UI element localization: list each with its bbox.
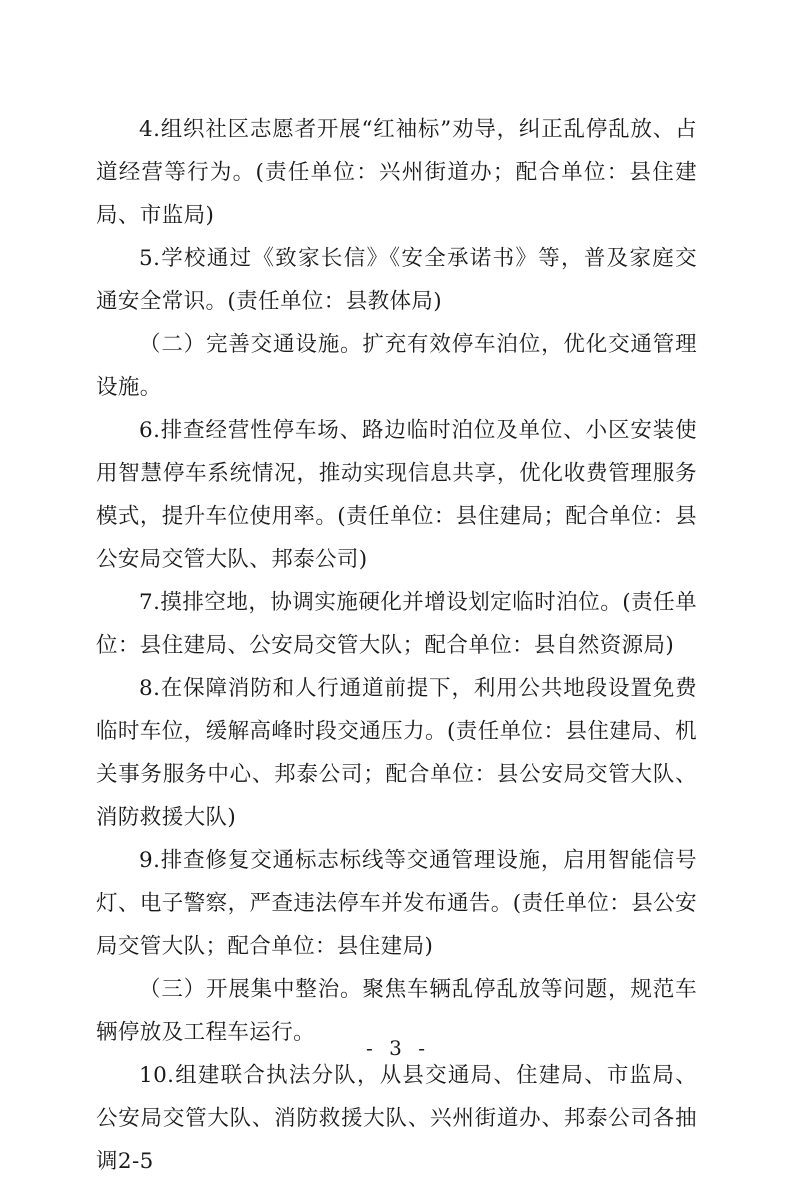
paragraph-item-5: 5.学校通过《致家长信》《安全承诺书》等，普及家庭交通安全常识。(责任单位：县教体局)	[96, 246, 697, 314]
page-number-value: 3	[389, 1036, 404, 1060]
paragraph-section-2-heading: （二）完善交通设施。扩充有效停车泊位，优化交通管理设施。	[96, 332, 697, 400]
paragraph-item-10: 10.组建联合执法分队，从县交通局、住建局、市监局、公安局交管大队、消防救援大队、兴州街道办、邦泰公司各抽调2-5	[96, 1063, 697, 1174]
page-footer-number	[0, 1036, 793, 1060]
paragraph-item-8: 8.在保障消防和人行通道前提下，利用公共地段设置免费临时车位，缓解高峰时段交通压力。(责任单位：县住建局、机关事务服务中心、邦泰公司；配合单位：县公安局交管大队、消防救援大队)	[96, 676, 697, 830]
page-number-dash-left: -	[366, 1036, 375, 1060]
paragraph-item-7: 7.摸排空地，协调实施硬化并增设划定临时泊位。(责任单位：县住建局、公安局交管大队；配合单位：县自然资源局)	[96, 590, 697, 658]
paragraph-item-6: 6.排查经营性停车场、路边临时泊位及单位、小区安装使用智慧停车系统情况，推动实现信息共享，优化收费管理服务模式，提升车位使用率。(责任单位：县住建局；配合单位：县公安局交管大队、邦泰公司)	[96, 418, 697, 572]
paragraph-section-3-heading: （三）开展集中整治。聚焦车辆乱停乱放等问题，规范车辆停放及工程车运行。	[96, 977, 697, 1045]
document-body	[96, 108, 697, 1183]
paragraph-item-4: 4.组织社区志愿者开展“红袖标”劝导，纠正乱停乱放、占道经营等行为。(责任单位：兴州街道办；配合单位：县住建局、市监局)	[96, 117, 697, 228]
paragraph-item-9: 9.排查修复交通标志标线等交通管理设施，启用智能信号灯、电子警察，严查违法停车并发布通告。(责任单位：县公安局交管大队；配合单位：县住建局)	[96, 848, 697, 959]
page-number-dash-right: -	[418, 1036, 427, 1060]
